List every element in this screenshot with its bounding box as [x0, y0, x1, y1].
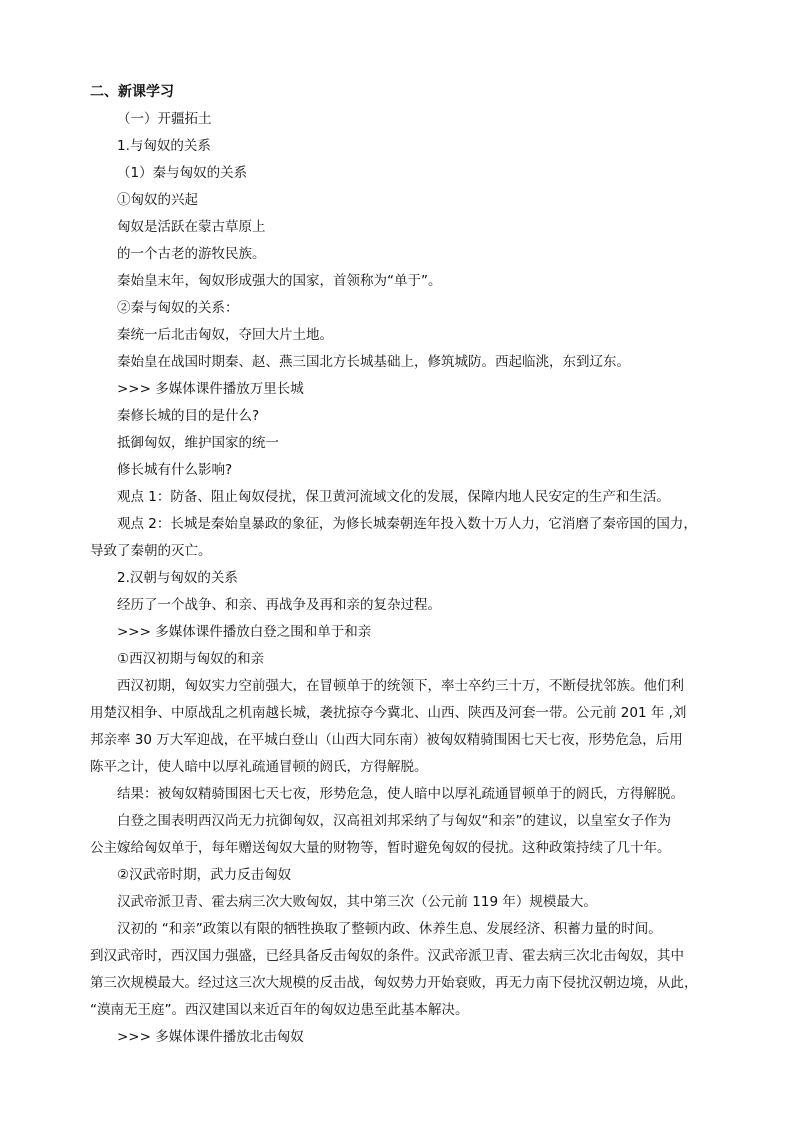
text-line: 秦始皇末年，匈奴形成强大的国家，首领称为“单于”。	[117, 273, 442, 289]
paragraph-line: 第三次规模最大。经过这三次大规模的反击战，匈奴势力开始衰败，再无力南下侵扰汉朝边境，从此，	[90, 975, 698, 991]
section-heading: 二、新课学习	[90, 84, 174, 100]
question-line: 修长城有什么影响?	[117, 462, 233, 478]
paragraph-line: 用楚汉相争、中原战乱之机南越长城，袭扰掠夺今冀北、山西、陕西及河套一带。公元前 201 年 ,刘	[90, 705, 687, 721]
paragraph-line: 西汉初期，匈奴实力空前强大，在冒顿单于的统领下，率士卒约三十万，不断侵扰邻族。他们利	[117, 678, 684, 694]
point-heading: ①西汉初期与匈奴的和亲	[117, 651, 265, 667]
text-line: 的一个古老的游牧民族。	[117, 246, 266, 262]
media-note: >>> 多媒体课件播放万里长城	[117, 381, 304, 397]
viewpoint-1: 观点 1：防备、阻止匈奴侵扰，保卫黄河流域文化的发展，保障内地人民安定的生产和生活。	[117, 489, 670, 505]
media-note: >>> 多媒体课件播放白登之围和单于和亲	[117, 624, 372, 640]
topic-heading: 2.汉朝与匈奴的关系	[117, 570, 238, 586]
subtopic-heading: （1）秦与匈奴的关系	[117, 165, 248, 181]
point-heading: ②汉武帝时期，武力反击匈奴	[117, 867, 292, 883]
paragraph-line: 邦亲率 30 万大军迎战，在平城白登山（山西大同东南）被匈奴精骑围困七天七夜，形势危急，后用	[90, 732, 683, 748]
text-line: 汉武帝派卫青、霍去病三次大败匈奴，其中第三次（公元前 119 年）规模最大。	[117, 894, 597, 910]
paragraph-line: 到汉武帝时，西汉国力强盛，已经具备反击匈奴的条件。汉武帝派卫青、霍去病三次北击匈奴，其中	[90, 948, 684, 964]
topic-heading: 1.与匈奴的关系	[117, 138, 211, 154]
media-note: >>> 多媒体课件播放北击匈奴	[117, 1029, 304, 1045]
answer-line: 抵御匈奴，维护国家的统一	[117, 435, 279, 451]
paragraph-line: 公主嫁给匈奴单于，每年赠送匈奴大量的财物等，暂时避免匈奴的侵扰。这种政策持续了几十年。	[90, 840, 671, 856]
paragraph-line: 白登之围表明西汉尚无力抗御匈奴，汉高祖刘邦采纳了与匈奴“和亲”的建议，以皇室女子作为	[117, 813, 671, 829]
paragraph-line: “漠南无王庭”。西汉建国以来近百年的匈奴边患至此基本解决。	[90, 1002, 469, 1018]
viewpoint-2-line-1: 观点 2：长城是秦始皇暴政的象征，为修长城秦朝连年投入数十万人力，它消磨了秦帝国的国力，	[117, 516, 697, 532]
paragraph-line: 陈平之计，使人暗中以厚礼疏通冒顿的阏氏，方得解脱。	[90, 759, 428, 775]
result-line: 结果：被匈奴精骑围困七天七夜，形势危急，使人暗中以厚礼疏通冒顿单于的阏氏，方得解脱。	[117, 786, 684, 802]
paragraph-line: 汉初的 “和亲”政策以有限的牺牲换取了整顿内政、休养生息、发展经济、积蓄力量的时间。	[117, 921, 662, 937]
text-line: 经历了一个战争、和亲、再战争及再和亲的复杂过程。	[117, 597, 441, 613]
text-line: 秦统一后北击匈奴，夺回大片土地。	[117, 327, 333, 343]
question-line: 秦修长城的目的是什么?	[117, 408, 260, 424]
subsection-heading: （一）开疆拓土	[117, 111, 212, 127]
point-heading: ①匈奴的兴起	[117, 192, 198, 208]
point-heading: ②秦与匈奴的关系：	[117, 300, 239, 316]
text-line: 秦始皇在战国时期秦、赵、燕三国北方长城基础上，修筑城防。西起临洮，东到辽东。	[117, 354, 630, 370]
text-line: 匈奴是活跃在蒙古草原上	[117, 219, 266, 235]
viewpoint-2-line-2: 导致了秦朝的灭亡。	[90, 543, 212, 559]
